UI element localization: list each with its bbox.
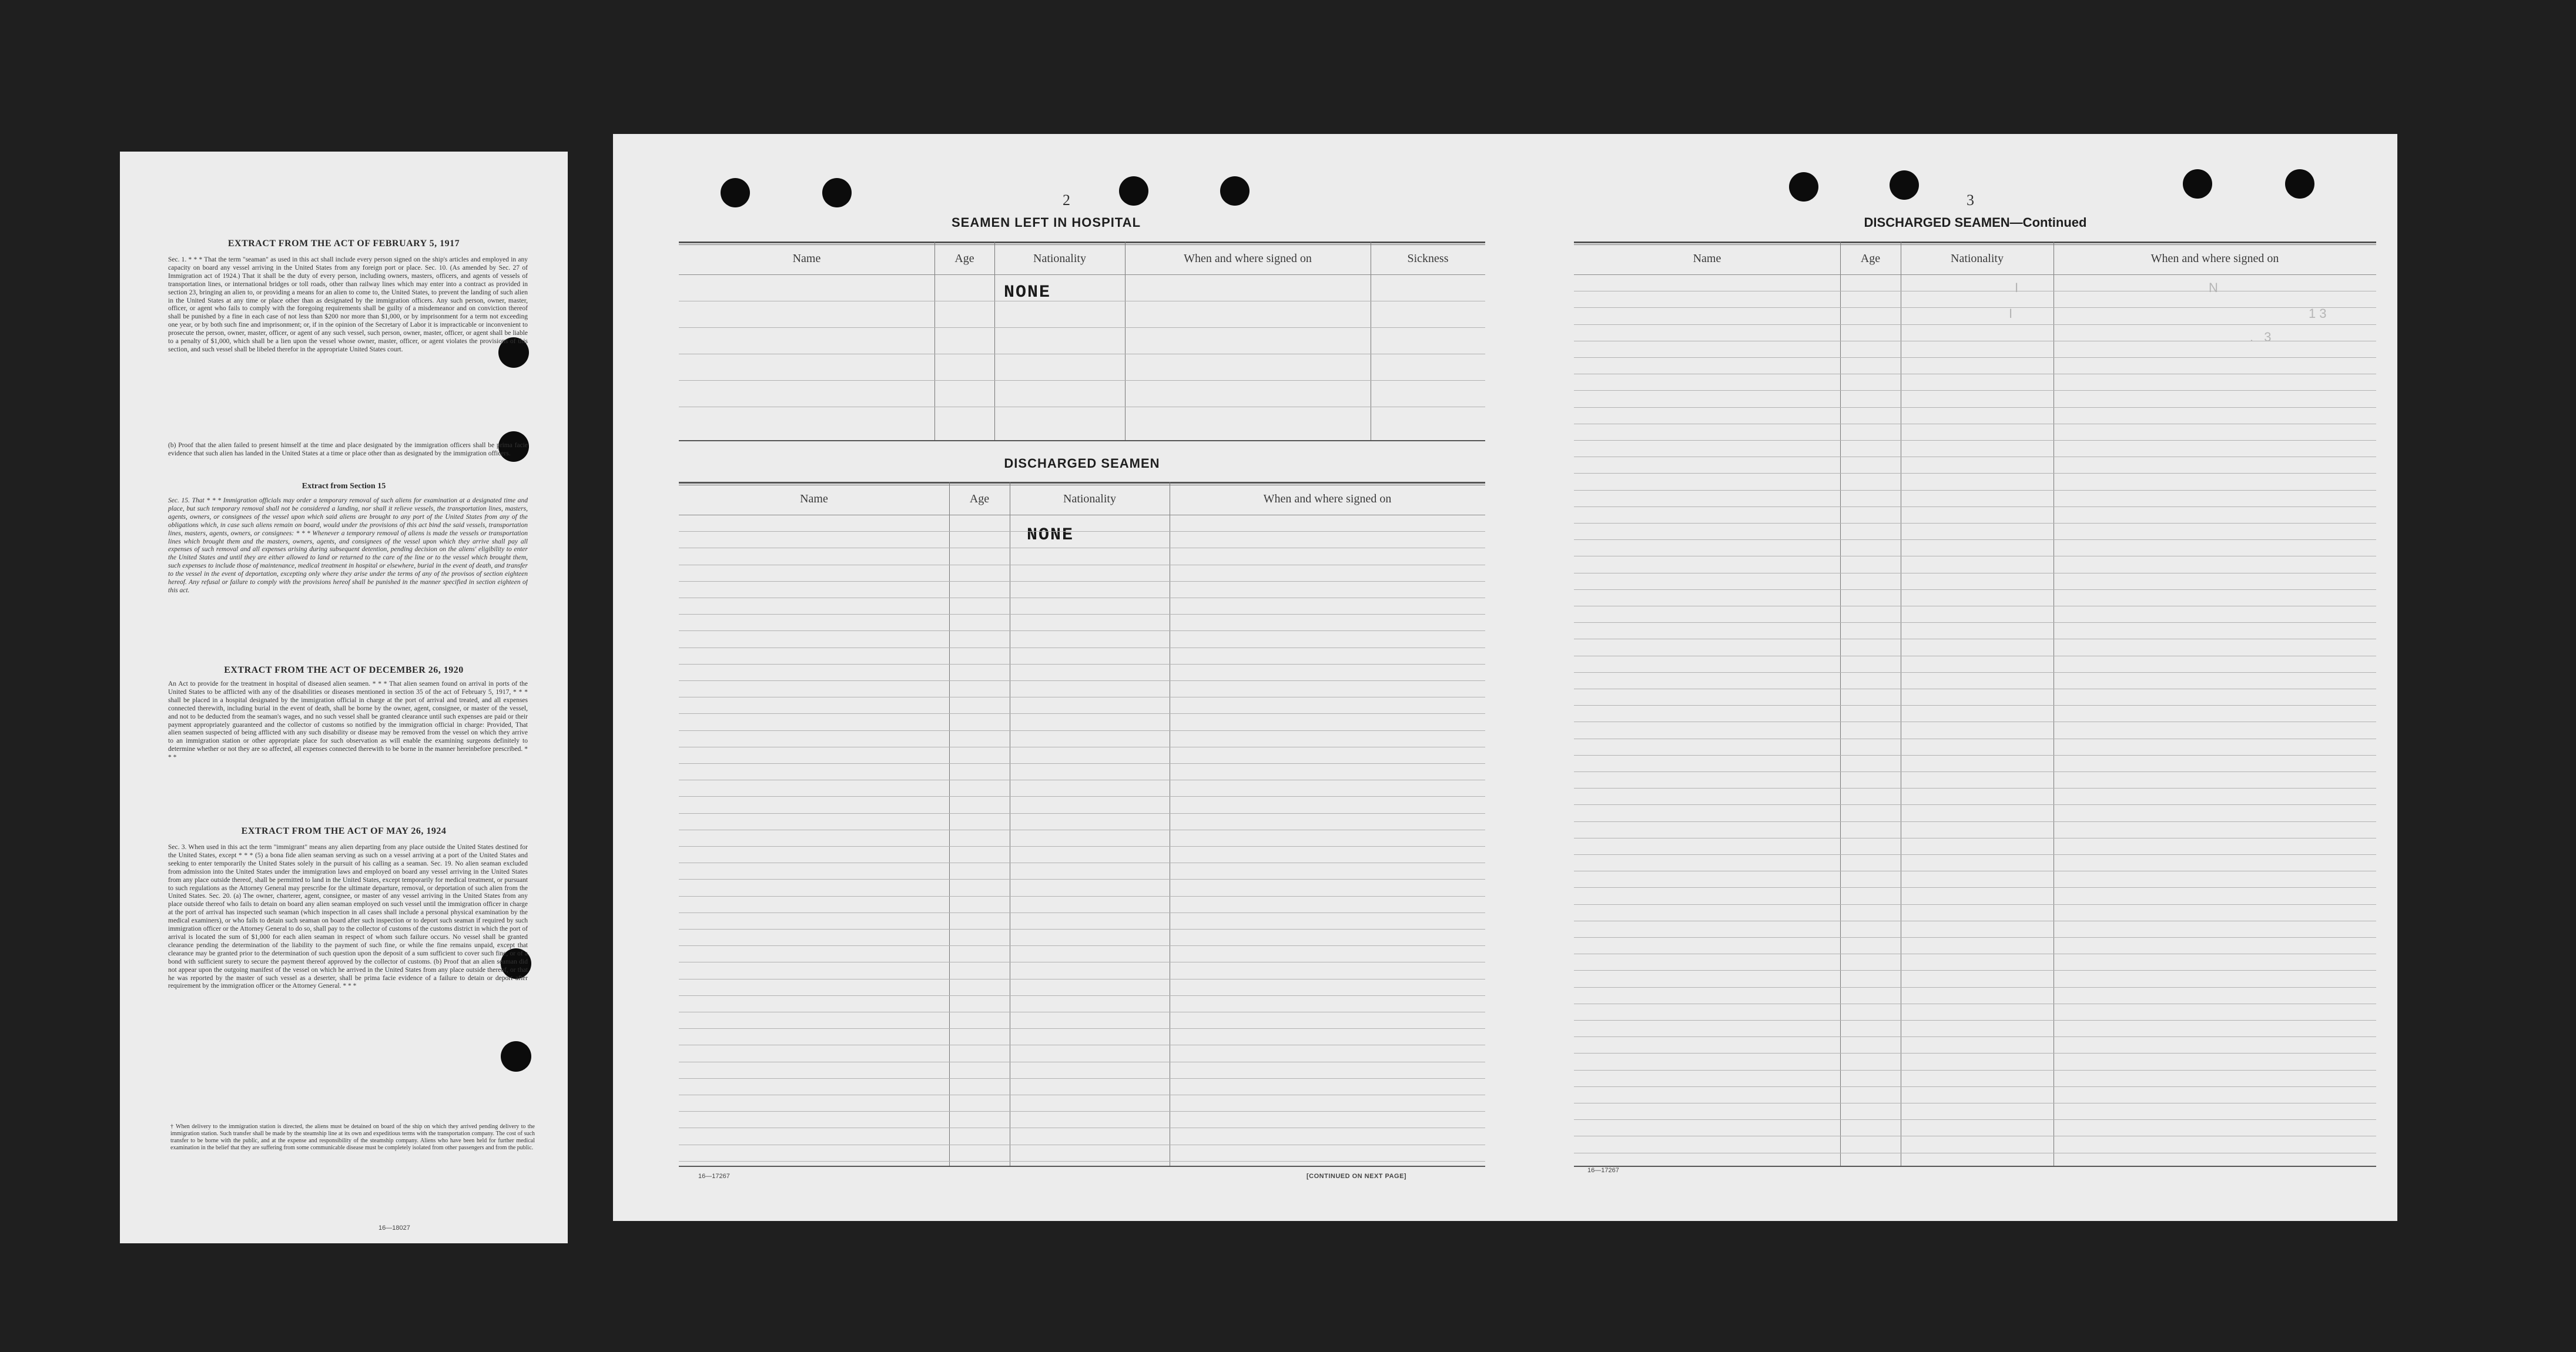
col-header-nationality: Nationality: [1063, 492, 1116, 505]
hospital-entry-none: NONE: [1004, 283, 1051, 303]
punch-hole: [1890, 170, 1919, 200]
heading-act-1920: EXTRACT FROM THE ACT OF DECEMBER 26, 1920: [224, 665, 464, 675]
text-section-15: Sec. 15. That * * * Immigration officials may order a temporary removal of such aliens for examination at a designated time and place, but such temporary removal shall not be considered a landing, nor shall it relieve vessels, the transportation lines, masters, agents, owners, or consignees of the vessel upon which said aliens are brought to any port of the United States from any of the obligations which, in case such aliens remain on board, would under the provisions of this act bind the said vessels, transportation lines, masters, agents, owners, or consignees: * * * Whenever a temporary removal of aliens is made the vessels or transportation lines which brought them and the masters, owners, agents, and consignees of the vessel upon which they arrive shall pay all expenses of such removal and all expenses arising during subsequent detention, pending decision on the aliens' eligibility to enter the United States and until they are either allowed to land or returned to the care of the line or to the vessel which brought them, such expenses to include those of maintenance, medical treatment in hospital or elsewhere, burial in the event of death, and transfer to the vessel in the event of deportation, excepting only where they arise under the terms of any of the provisos of section eighteen hereof. Any refusal or failure to comply with the provisions hereof shall be punished in the manner specified in section eighteen of this act.: [168, 497, 528, 594]
bleed-through-mark: I: [2009, 306, 2016, 321]
punch-hole: [721, 178, 750, 207]
text-act-1924: Sec. 3. When used in this act the term "immigrant" means any alien departing from any place outside the United States destined for the United States, except * * * (5) a bona fide alien seaman serving as such on a vessel arriving at a port of the United States and seeking to enter temporarily the United States solely in the pursuit of his calling as a seaman. Sec. 19. No alien seaman excluded from admission into the United States under the immigration laws and employed on board any vessel arriving in the United States from any place outside thereof, shall be permitted to land in the United States, except temporarily for medical treatment, or pursuant to such regulations as the Attorney General may prescribe for the ultimate departure, removal, or deportation of such alien from the United States. Sec. 20. (a) The owner, charterer, agent, consignee, or master of any vessel arriving in the United States from any place outside thereof who fails to detain on board any alien seaman employed on such vessel until the immigration officer in charge at the port of arrival has inspected such seaman (which inspection in all cases shall include a personal physical examination by the medical examiners), or who fails to detain such seaman on board after such inspection or to deport such seaman if required by such immigration officer or the Attorney General to do so, shall pay to the collector of customs of the customs district in which the port of arrival is located the sum of $1,000 for each alien seaman in respect of whom such failure occurs. No vessel shall be granted clearance pending the determination of the liability to the payment of such fine, or while the fine remains unpaid, except that clearance may be granted prior to the determination of such question upon the deposit of a sum sufficient to cover such fine, or of a bond with sufficient surety to secure the payment thereof approved by the collector of customs. (b) Proof that an alien seaman did not appear upon the outgoing manifest of the vessel on which he arrived in the United States from any place outside thereof, or that he was reported by the master of such vessel as a deserter, shall be prima facie evidence of a failure to detain or deport after requirement by the immigration officer or the Attorney General. * * *: [168, 844, 528, 990]
col-header-age: Age: [1860, 252, 1881, 265]
bleed-through-mark: I: [2015, 280, 2022, 295]
col-header-signed-on: When and where signed on: [2150, 252, 2279, 265]
manifest-sheet: [613, 134, 2397, 1221]
form-number: 16—18027: [378, 1224, 410, 1232]
form-number-page3: 16—17267: [1587, 1167, 1619, 1174]
bleed-through-mark: 13: [2309, 306, 2330, 321]
col-header-signed-on: When and where signed on: [1184, 252, 1312, 265]
title-seamen-left-in-hospital: SEAMEN LEFT IN HOSPITAL: [951, 215, 1141, 230]
discharged-entry-none: NONE: [1027, 525, 1074, 545]
bleed-through-mark: . 3: [2250, 330, 2275, 344]
title-discharged-seamen: DISCHARGED SEAMEN: [1004, 456, 1160, 471]
footnote: † When delivery to the immigration station is directed, the aliens must be detained on board of the ship on which they arrived pending delivery to the immigration station. Such transfer shall be made by the steamship line at its own and expeditious terms with the transportation company. The cost of such transfer to be borne with the public, and at the expense and responsibility of the steamship company. Aliens who have been held for further medical examination in the belief that they are suffering from some communicable disease must be completely isolated from other passengers and from the public.: [170, 1123, 535, 1151]
col-header-nationality: Nationality: [1033, 252, 1086, 265]
page-number-2: 2: [1063, 192, 1070, 209]
page-number-3: 3: [1967, 192, 1974, 209]
col-header-name: Name: [792, 252, 821, 265]
punch-hole: [1789, 172, 1818, 202]
punch-hole: [1119, 176, 1148, 206]
text-act-1920: An Act to provide for the treatment in hospital of diseased alien seamen. * * * That alien seamen found on arrival in ports of the United States to be afflicted with any of the disabilities or diseases mentioned in section 35 of the act of February 5, 1917, * * * shall be placed in a hospital designated by the immigration official in charge at the port of arrival and treated, and all expenses connected therewith, including burial in the event of death, shall be borne by the owner, agent, consignee, or master of the vessel, and not to be deducted from the seaman's wages, and no such vessel shall be granted clearance until such expenses are paid or their payment appropriately guaranteed and the collector of customs so notified by the immigration official in charge: Provided, That alien seamen suspected of being afflicted with any such disability or disease may be removed from the vessel on which they arrive to an immigration station or other appropriate place for such observation as will enable the examining surgeons definitely to determine whether or not they are so affected, all expenses connected therewith to be borne in the manner hereinbefore prescribed. * * *: [168, 680, 528, 761]
punch-hole: [1220, 176, 1250, 206]
col-header-nationality: Nationality: [1951, 252, 2004, 265]
col-header-age: Age: [954, 252, 974, 265]
discharged-table: [679, 482, 1485, 1186]
title-discharged-seamen-continued: DISCHARGED SEAMEN—Continued: [1864, 215, 2087, 230]
continued-note: [CONTINUED ON NEXT PAGE]: [1307, 1173, 1407, 1180]
discharged-continued-table: [1574, 241, 2376, 1185]
text-act-1917-b: (b) Proof that the alien failed to present himself at the time and place designated by the immigration officers shall be prima facie evidence that such alien has landed in the United States at a time or place other than as designated by the immigration officers.: [168, 442, 528, 457]
hospital-table: [679, 241, 1485, 441]
col-header-name: Name: [1693, 252, 1721, 265]
col-header-name: Name: [800, 492, 828, 505]
punch-hole: [2183, 169, 2212, 199]
form-number-page2: 16—17267: [698, 1173, 730, 1180]
punch-hole: [2285, 169, 2314, 199]
col-header-sickness: Sickness: [1407, 252, 1449, 265]
col-header-signed-on: When and where signed on: [1263, 492, 1392, 505]
col-header-age: Age: [969, 492, 990, 505]
heading-act-1917: EXTRACT FROM THE ACT OF FEBRUARY 5, 1917: [227, 239, 460, 249]
text-act-1917: Sec. 1. * * * That the term "seaman" as used in this act shall include every person signed on the ship's articles and employed in any capacity on board any vessel arriving in the United States from any foreign port or place. Sec. 10. (As amended by Sec. 27 of Immigration act of 1924.) That it shall be the duty of every person, including owners, masters, officers, and agents of vessels of transportation lines, or international bridges or toll roads, other than railway lines which may enter into a contract as provided in section 23, bringing an alien to, or providing a means for an alien to come to, the United States, to prevent the landing of such alien in the United States at any time or place other than as designated by the immigration officers. Any such person, owner, master, officer, or agent who fails to comply with the foregoing requirements shall be guilty of a misdemeanor and on conviction thereof shall be punished by a fine in each case of not less than $200 nor more than $1,000, or by imprisonment for a term not exceeding one year, or by both such fine and imprisonment; or, if in the opinion of the Secretary of Labor it is impracticable or inconvenient to prosecute the person, owner, master, officer, or agent of any such vessel, such person, owner, master, officer, or agent shall be liable to a penalty of $1,000, which shall be a lien upon the vessel whose owner, master, officer, or agent violates the provisions of this section, and such vessel shall be libeled therefor in the appropriate United States court.: [168, 256, 528, 353]
punch-hole: [822, 178, 852, 207]
bleed-through-mark: N: [2209, 280, 2222, 295]
heading-section-15: Extract from Section 15: [302, 482, 386, 491]
heading-act-1924: EXTRACT FROM THE ACT OF MAY 26, 1924: [241, 826, 447, 836]
act-extract-slip: [120, 152, 568, 1243]
